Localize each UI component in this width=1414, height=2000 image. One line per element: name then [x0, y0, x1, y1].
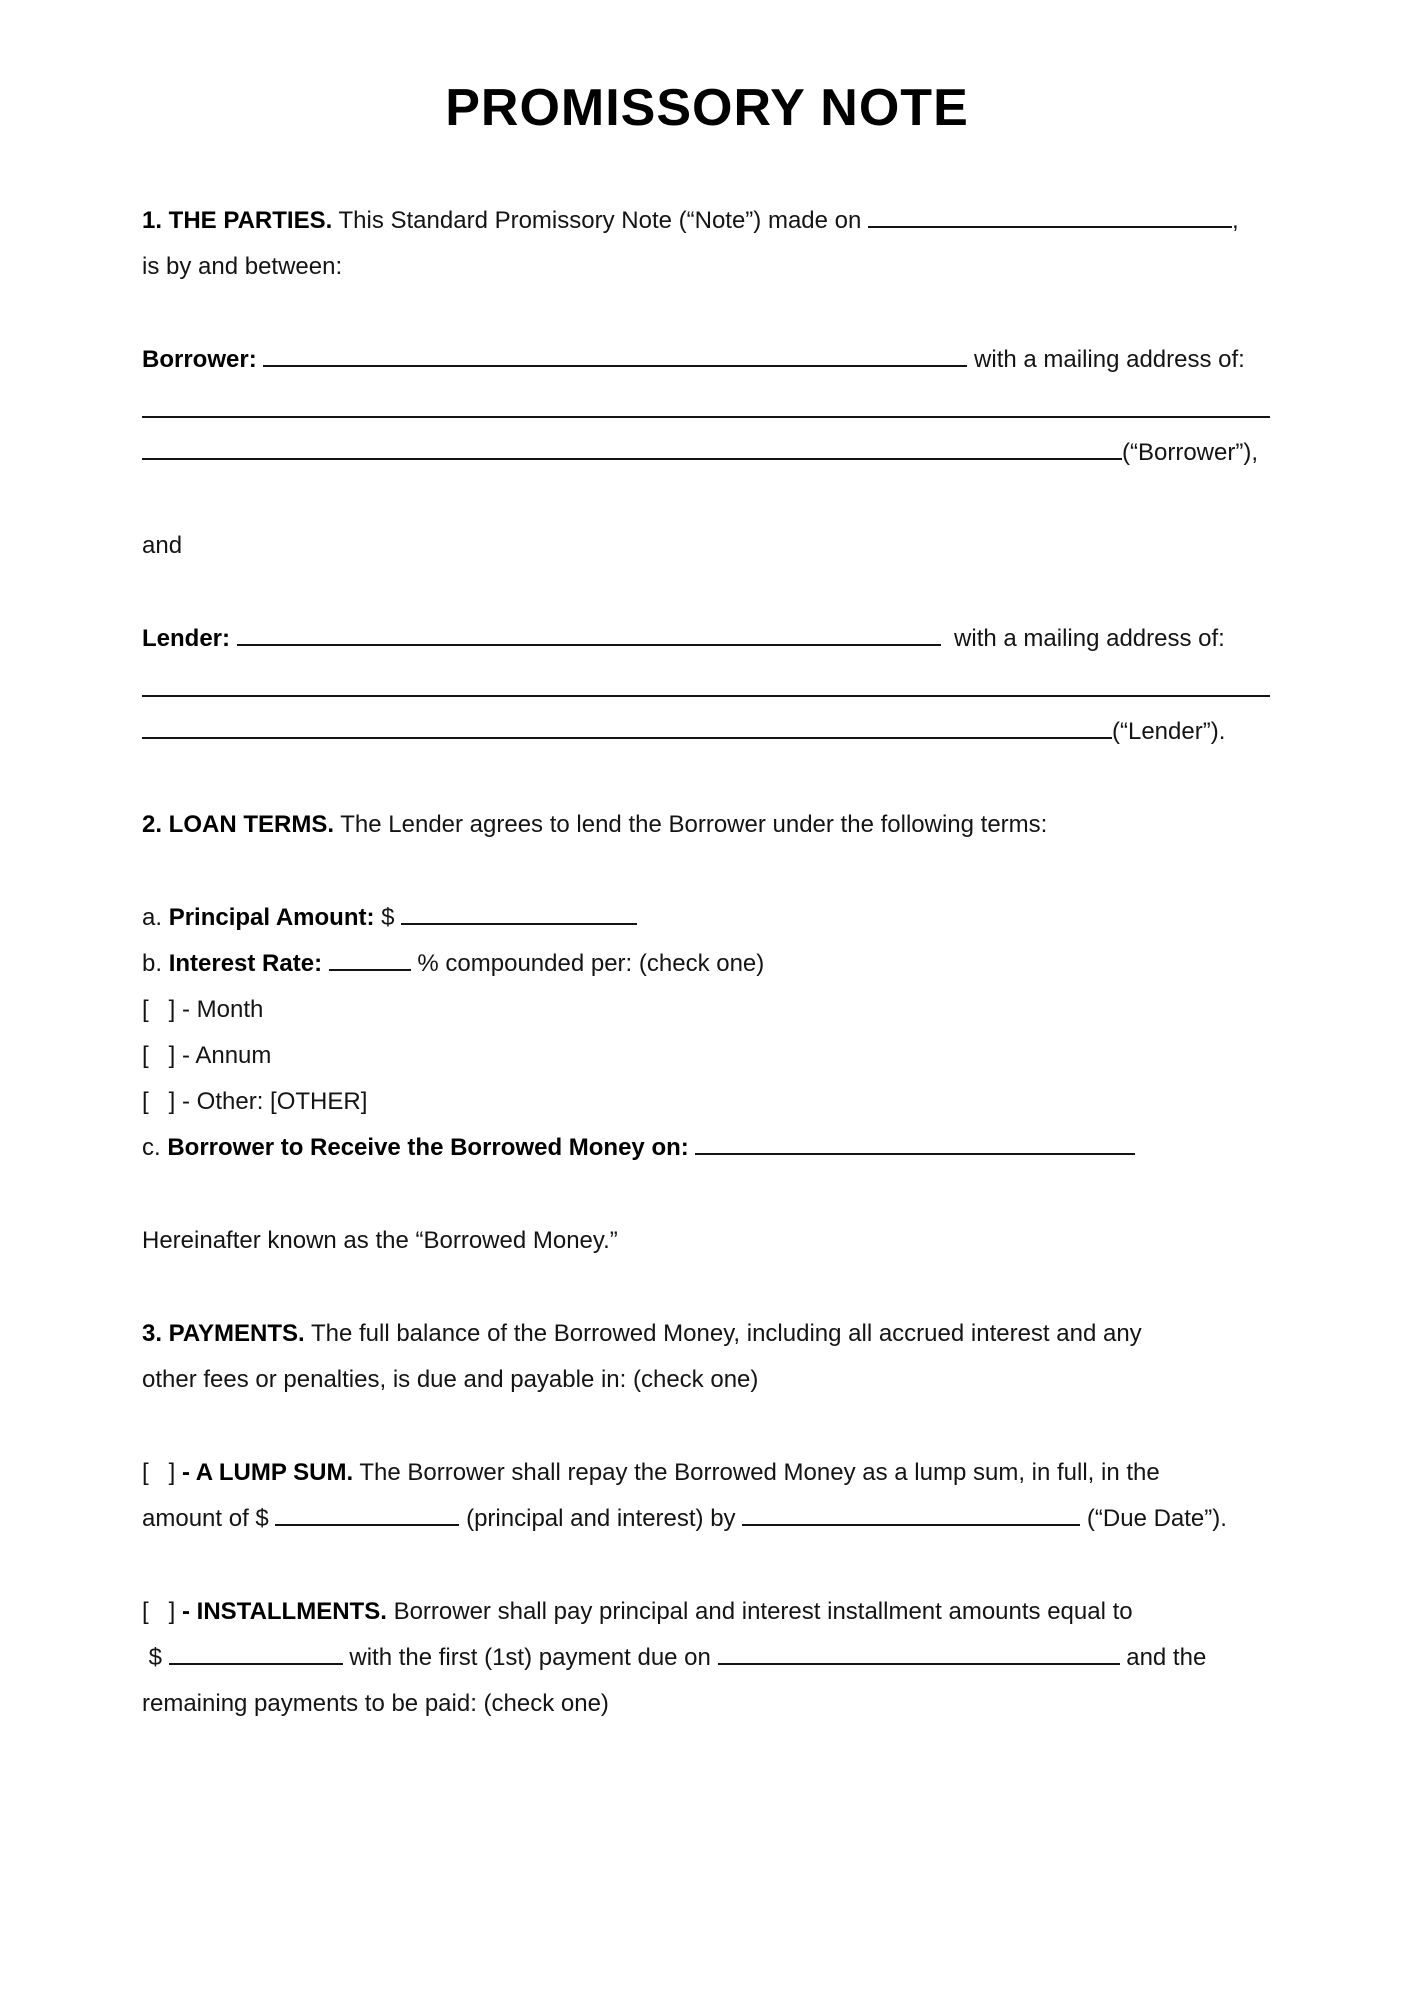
receive-date-field[interactable] — [695, 1133, 1135, 1155]
interest-line — [142, 949, 764, 979]
due-date-tag: (“Due Date”). — [1086, 1505, 1227, 1532]
borrower-name-field[interactable] — [263, 345, 967, 367]
borrower-tag: (“Borrower”), — [1122, 439, 1258, 466]
lump-sum-checkbox[interactable]: [ ] — [142, 1459, 176, 1486]
note-date-field[interactable] — [868, 206, 1232, 228]
lender-label: Lender: — [142, 625, 231, 652]
borrower-mailing-text: with a mailing address of: — [974, 346, 1245, 373]
comma: , — [1232, 207, 1239, 234]
installments-line-1 — [142, 1597, 1133, 1627]
borrower-address-field-2[interactable] — [142, 438, 1122, 460]
hereinafter-text: Hereinafter known as the “Borrowed Money.” — [142, 1227, 618, 1254]
borrower-address-line-2 — [142, 438, 1258, 468]
option-month[interactable]: [ ] - Month — [142, 996, 264, 1023]
installments-label: - INSTALLMENTS. — [182, 1598, 387, 1625]
loan-terms-intro: The Lender agrees to lend the Borrower under the following terms: — [340, 811, 1048, 838]
receive-prefix: c. — [142, 1134, 161, 1161]
borrower-line — [142, 345, 1245, 375]
lender-mailing-text: with a mailing address of: — [954, 625, 1225, 652]
borrower-label: Borrower: — [142, 346, 257, 373]
receive-line — [142, 1133, 1135, 1163]
first-payment-date-field[interactable] — [718, 1643, 1120, 1665]
lender-address-line-2 — [142, 717, 1225, 747]
principal-prefix: a. — [142, 904, 163, 931]
lender-name-field[interactable] — [237, 624, 941, 646]
parties-heading: 1. THE PARTIES. — [142, 207, 333, 234]
option-other[interactable]: [ ] - Other: [OTHER] — [142, 1088, 368, 1115]
installments-line-2 — [142, 1643, 1206, 1673]
payments-heading: 3. PAYMENTS. — [142, 1320, 305, 1347]
lender-address-field-2[interactable] — [142, 717, 1112, 739]
interest-suffix: % compounded per: (check one) — [417, 950, 765, 977]
interest-prefix: b. — [142, 950, 163, 977]
installments-dollar: $ — [148, 1644, 163, 1671]
installments-line-3: remaining payments to be paid: (check one) — [142, 1690, 609, 1717]
installments-text-1: Borrower shall pay principal and interest installment amounts equal to — [393, 1598, 1133, 1625]
loan-terms-heading: 2. LOAN TERMS. — [142, 811, 335, 838]
document-title: PROMISSORY NOTE — [445, 79, 969, 137]
due-date-field[interactable] — [742, 1504, 1080, 1526]
payments-intro-1: The full balance of the Borrowed Money, including all accrued interest and any — [310, 1320, 1142, 1347]
lender-address-field-1[interactable] — [142, 695, 1270, 697]
payments-line-1 — [142, 1319, 1142, 1349]
principal-line — [142, 903, 637, 933]
principal-dollar: $ — [381, 904, 395, 931]
installments-and-text: and the — [1126, 1644, 1207, 1671]
principal-amount-field[interactable] — [401, 903, 637, 925]
option-annum[interactable]: [ ] - Annum — [142, 1042, 272, 1069]
installment-amount-field[interactable] — [169, 1643, 343, 1665]
principal-label: Principal Amount: — [168, 904, 375, 931]
lump-sum-text-1: The Borrower shall repay the Borrowed Money as a lump sum, in full, in the — [359, 1459, 1160, 1486]
lender-line — [142, 624, 1225, 654]
lump-sum-line-2 — [142, 1504, 1227, 1534]
interest-rate-field[interactable] — [329, 949, 411, 971]
borrower-address-field-1[interactable] — [142, 416, 1270, 418]
receive-label: Borrower to Receive the Borrowed Money on: — [167, 1134, 689, 1161]
interest-label: Interest Rate: — [168, 950, 323, 977]
parties-intro: This Standard Promissory Note (“Note”) made on — [338, 207, 862, 234]
parties-line-1 — [142, 206, 1239, 236]
lump-sum-amount-text: amount of $ — [142, 1505, 269, 1532]
installments-first-text: with the first (1st) payment due on — [349, 1644, 711, 1671]
and-text: and — [142, 532, 183, 559]
parties-between: is by and between: — [142, 253, 343, 280]
installments-checkbox[interactable]: [ ] — [142, 1598, 176, 1625]
payments-intro-2: other fees or penalties, is due and payable in: (check one) — [142, 1366, 759, 1393]
lender-tag: (“Lender”). — [1112, 718, 1226, 745]
lump-sum-label: - A LUMP SUM. — [182, 1459, 354, 1486]
loan-terms-line — [142, 810, 1047, 840]
lump-sum-line-1 — [142, 1458, 1160, 1488]
lump-sum-by-text: (principal and interest) by — [466, 1505, 736, 1532]
lump-sum-amount-field[interactable] — [275, 1504, 459, 1526]
